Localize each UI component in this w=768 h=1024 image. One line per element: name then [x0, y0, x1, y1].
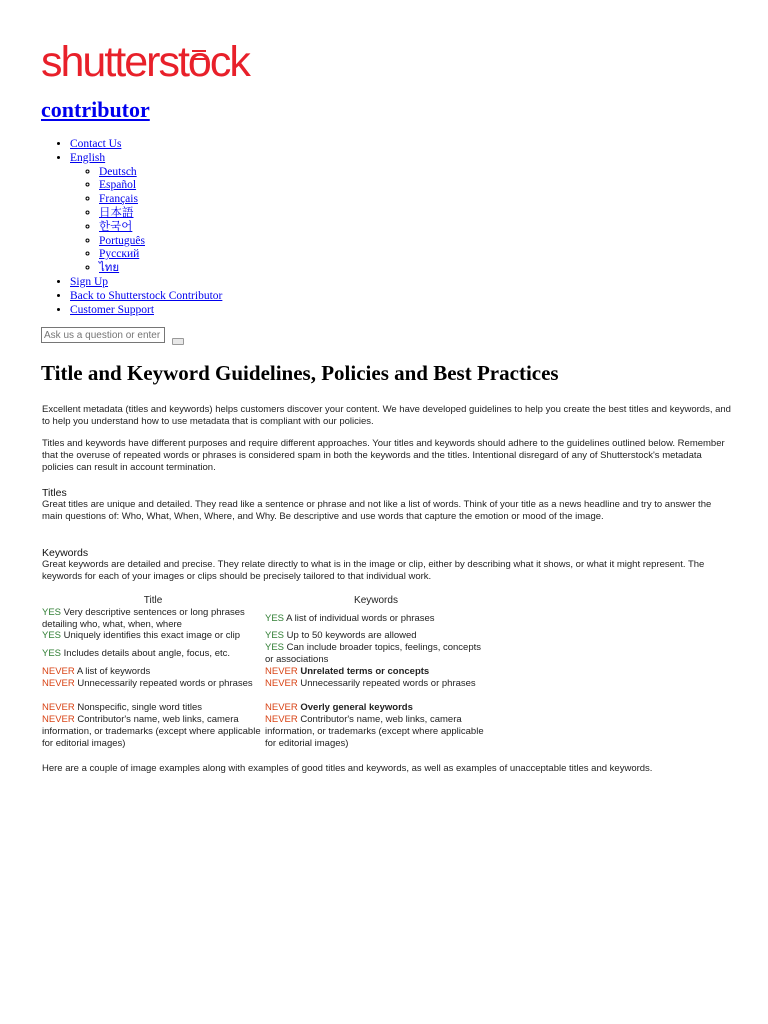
never-label: NEVER [265, 714, 298, 725]
keywords-cell [265, 666, 487, 678]
english-link[interactable]: English [70, 151, 106, 164]
table-row [42, 678, 492, 702]
customer-support-link[interactable]: Customer Support [70, 303, 155, 316]
keywords-cell [265, 642, 487, 666]
back-to-contributor-link[interactable]: Back to Shutterstock Contributor [70, 289, 223, 302]
keywords-cell-text: Unrelated terms or concepts [300, 666, 430, 677]
table-row [42, 714, 492, 750]
keywords-column-header: Keywords [354, 595, 398, 606]
title-cell-text: Very descriptive sentences or long phrases detailing who, what, when, where [42, 607, 245, 630]
keywords-heading: Keywords [42, 547, 89, 559]
title-cell [42, 607, 264, 631]
table-row [42, 666, 492, 678]
closing-paragraph: Here are a couple of image examples along with examples of good titles and keywords, as well as examples of unacceptable titles and keywords. [42, 763, 653, 774]
yes-label: YES [42, 607, 62, 618]
lang-deutsch-link[interactable]: Deutsch [99, 165, 137, 178]
title-cell-text: Uniquely identifies this exact image or clip [63, 630, 241, 641]
nav-item-support [70, 304, 222, 318]
language-item [99, 221, 222, 235]
keywords-cell-text: Overly general keywords [300, 702, 413, 713]
title-cell [42, 630, 264, 642]
title-cell [42, 666, 264, 678]
search-button[interactable] [172, 338, 184, 345]
lang-espanol-link[interactable]: Español [99, 179, 137, 192]
search-input[interactable] [41, 327, 165, 343]
yes-label: YES [265, 613, 285, 624]
keywords-cell-text: Contributor's name, web links, camera information, or trademarks (except where applicable for editorial images) [265, 714, 484, 749]
contact-us-link[interactable]: Contact Us [70, 138, 122, 150]
nav-item-language [70, 152, 222, 276]
keywords-cell [265, 678, 487, 690]
keywords-paragraph: Great keywords are detailed and precise. They relate directly to what is in the image or clip, either by describing what it shows, or what it might represent. The keywords for each of your images or clips should be precisely tailored to that individual work. [42, 559, 705, 582]
never-label: NEVER [42, 702, 75, 713]
keywords-cell [265, 714, 487, 750]
never-label: NEVER [42, 666, 75, 677]
table-row [42, 630, 492, 642]
keywords-cell-text: Unnecessarily repeated words or phrases [300, 678, 476, 689]
nav-item-signup [70, 276, 222, 290]
never-label: NEVER [42, 714, 75, 725]
title-cell [42, 702, 264, 714]
lang-portugues-link[interactable]: Português [99, 234, 145, 247]
yes-label: YES [42, 630, 62, 641]
title-cell-text: A list of keywords [76, 666, 151, 677]
yes-label: YES [265, 630, 285, 641]
never-label: NEVER [265, 678, 298, 689]
keywords-cell [265, 613, 487, 625]
contributor-link[interactable]: contributor [41, 97, 150, 122]
yes-label: YES [42, 648, 62, 659]
language-item [99, 262, 222, 276]
keywords-cell [265, 702, 487, 714]
shutterstock-logo[interactable] [41, 38, 249, 86]
nav-item-contact [70, 138, 222, 152]
search-form [41, 327, 184, 343]
lang-francais-link[interactable]: Français [99, 193, 138, 206]
title-column-header: Title [143, 595, 163, 606]
never-label: NEVER [265, 666, 298, 677]
nav-item-back [70, 290, 222, 304]
titles-heading: Titles [42, 487, 67, 499]
language-list [70, 166, 222, 276]
intro-paragraph: Excellent metadata (titles and keywords) helps customers discover your content. We have developed guidelines to help you create the best titles and keywords, and to help you understand how to use metadata that is compliant with our policies. [42, 404, 731, 427]
title-cell [42, 714, 264, 750]
language-item [99, 248, 222, 262]
page-title: Title and Keyword Guidelines, Policies and Best Practices [41, 361, 559, 385]
keywords-cell-text: Can include broader topics, feelings, concepts or associations [265, 642, 481, 665]
title-cell [42, 648, 264, 660]
table-row [42, 642, 492, 666]
language-item [99, 179, 222, 193]
lang-korean-link[interactable]: 한국어 [99, 220, 133, 233]
language-item [99, 166, 222, 180]
titles-paragraph: Great titles are unique and detailed. They read like a sentence or phrase and not like a list of words. Think of your title as a news headline and try to answer the main questions of: Who, What, When, Where, and Why. Be descriptive and use words that capture the emotion or mood of the image. [42, 499, 712, 522]
language-item [99, 193, 222, 207]
yes-label: YES [265, 642, 285, 653]
sign-up-link[interactable]: Sign Up [70, 275, 109, 288]
top-nav [41, 138, 222, 317]
keywords-cell-text: Up to 50 keywords are allowed [286, 630, 417, 641]
lang-japanese-link[interactable]: 日本語 [99, 206, 134, 219]
never-label: NEVER [42, 678, 75, 689]
keywords-cell-text: A list of individual words or phrases [286, 613, 435, 624]
never-label: NEVER [265, 702, 298, 713]
logo-text: shutterstock [41, 38, 249, 86]
policy-paragraph: Titles and keywords have different purposes and require different approaches. Your titles and keywords should adhere to the guidelines outlined below. Remember that the overuse of repeated words or phrases is considered spam in both the keywords and the titles. Intentional disregard of any of Shutterstock's metadata policies can result in account termination. [42, 438, 725, 473]
title-cell-text: Nonspecific, single word titles [77, 702, 202, 713]
title-cell-text: Includes details about angle, focus, etc. [63, 648, 231, 659]
lang-russian-link[interactable]: Русский [99, 248, 140, 261]
keywords-cell [265, 630, 487, 642]
title-cell [42, 678, 264, 690]
language-item [99, 235, 222, 249]
language-item [99, 207, 222, 221]
title-cell-text: Contributor's name, web links, camera information, or trademarks (except where applicable for editorial images) [42, 714, 261, 749]
title-cell-text: Unnecessarily repeated words or phrases [77, 678, 253, 689]
table-row [42, 702, 492, 714]
lang-thai-link[interactable]: ไทย [99, 262, 120, 275]
